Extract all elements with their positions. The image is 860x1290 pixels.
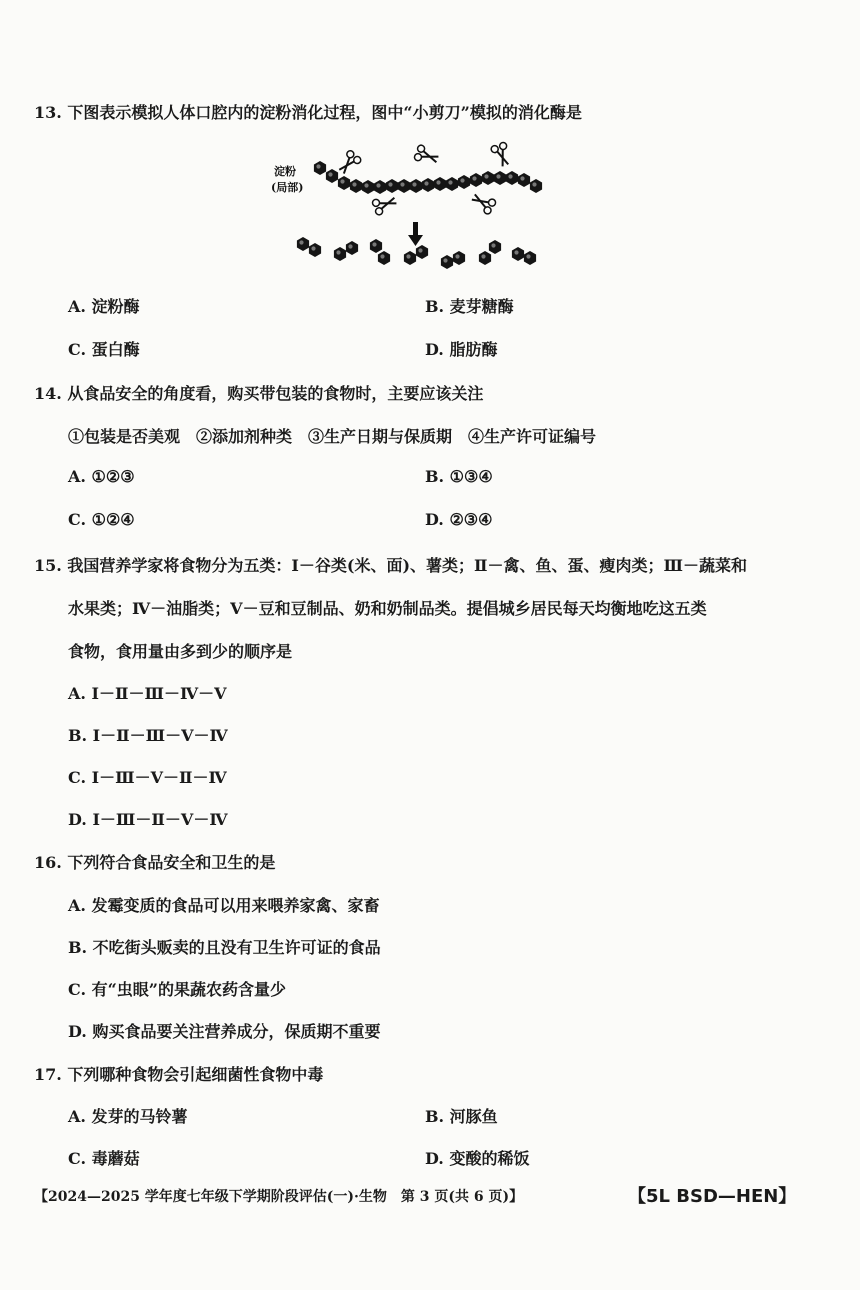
glucose-bead xyxy=(362,180,374,194)
q14-option-c: C. ①②④ xyxy=(68,510,135,529)
glucose-bead xyxy=(326,169,338,183)
figure-label-starch: 淀粉 xyxy=(274,165,296,178)
q15-stem-line3: 食物，食用量由多到少的顺序是 xyxy=(68,642,293,661)
q14-option-a: A. ①②③ xyxy=(68,467,135,486)
q16-stem: 16. 下列符合食品安全和卫生的是 xyxy=(34,853,276,872)
maltose-bead xyxy=(524,251,536,265)
q15-stem-line2: 水果类；Ⅳ－油脂类；Ⅴ－豆和豆制品、奶和奶制品类。提倡城乡居民每天均衡地吃这五类 xyxy=(68,599,707,618)
glucose-bead xyxy=(434,177,446,191)
q15-option-c: C. Ⅰ－Ⅲ－Ⅴ－Ⅱ－Ⅳ xyxy=(68,768,227,787)
glucose-bead xyxy=(506,171,518,185)
q13-option-c: C. 蛋白酶 xyxy=(68,340,140,359)
maltose-bead xyxy=(309,243,321,257)
q15-stem-line1: 15. 我国营养学家将食物分为五类：Ⅰ－谷类(米、面)、薯类；Ⅱ－禽、鱼、蛋、瘦肉类；Ⅲ－蔬菜和 xyxy=(34,556,748,575)
scissors-icon xyxy=(414,144,441,167)
q13-option-d: D. 脂肪酶 xyxy=(425,340,498,359)
figure-label-partial: (局部) xyxy=(271,181,304,194)
glucose-bead xyxy=(410,179,422,193)
page-footer-info: 【2024—2025 学年度七年级下学期阶段评估(一)·生物 第 3 页(共 6 页)】 xyxy=(34,1189,524,1205)
starch-chain xyxy=(314,161,542,194)
q17-stem: 17. 下列哪种食物会引起细菌性食物中毒 xyxy=(34,1065,324,1084)
q16-option-a: A. 发霉变质的食品可以用来喂养家禽、家畜 xyxy=(68,896,380,915)
q16-option-c: C. 有“虫眼”的果蔬农药含量少 xyxy=(68,980,287,999)
scissors-icon xyxy=(469,190,496,215)
q14-items: ①包装是否美观 ②添加剂种类 ③生产日期与保质期 ④生产许可证编号 xyxy=(68,427,597,446)
paper-code: 【5L BSD—HEN】 xyxy=(628,1186,797,1207)
glucose-bead xyxy=(350,179,362,193)
glucose-bead xyxy=(494,171,506,185)
glucose-bead xyxy=(530,179,542,193)
maltose-bead xyxy=(441,255,453,269)
glucose-bead xyxy=(518,173,530,187)
q13-stem: 13. 下图表示模拟人体口腔内的淀粉消化过程，图中“小剪刀”模拟的消化酶是 xyxy=(34,103,582,122)
q16-option-d: D. 购买食品要关注营养成分，保质期不重要 xyxy=(68,1022,381,1041)
q16-option-b: B. 不吃街头贩卖的且没有卫生许可证的食品 xyxy=(68,938,381,957)
q14-stem: 14. 从食品安全的角度看，购买带包装的食物时，主要应该关注 xyxy=(34,384,484,403)
maltose-bead xyxy=(404,251,416,265)
q17-option-d: D. 变酸的稀饭 xyxy=(425,1149,530,1168)
glucose-bead xyxy=(338,176,350,190)
q17-option-a: A. 发芽的马铃薯 xyxy=(68,1107,188,1126)
q17-option-c: C. 毒蘑菇 xyxy=(68,1149,140,1168)
q13-option-a: A. 淀粉酶 xyxy=(68,297,140,316)
glucose-bead xyxy=(422,178,434,192)
down-arrow-icon xyxy=(408,222,423,246)
scissors-icon xyxy=(490,142,513,169)
starch-digestion-figure xyxy=(270,140,560,285)
maltose-bead xyxy=(370,239,382,253)
q15-option-d: D. Ⅰ－Ⅲ－Ⅱ－Ⅴ－Ⅳ xyxy=(68,810,228,829)
glucose-bead xyxy=(470,173,482,187)
maltose-bead xyxy=(346,241,358,255)
maltose-bead xyxy=(512,247,524,261)
q14-option-d: D. ②③④ xyxy=(425,510,493,529)
maltose-bead xyxy=(334,247,346,261)
glucose-bead xyxy=(458,175,470,189)
glucose-bead xyxy=(374,180,386,194)
maltose-bead xyxy=(297,237,309,251)
q13-option-b: B. 麦芽糖酶 xyxy=(425,297,514,316)
maltose-bead xyxy=(378,251,390,265)
glucose-bead xyxy=(398,179,410,193)
maltose-bead xyxy=(489,240,501,254)
glucose-bead xyxy=(482,171,494,185)
glucose-bead xyxy=(386,179,398,193)
q17-option-b: B. 河豚鱼 xyxy=(425,1107,498,1126)
maltose-bead xyxy=(416,245,428,259)
q15-option-a: A. Ⅰ－Ⅱ－Ⅲ－Ⅳ－Ⅴ xyxy=(68,684,227,703)
q14-option-b: B. ①③④ xyxy=(425,467,493,486)
scissors-icon xyxy=(335,149,362,177)
glucose-bead xyxy=(446,177,458,191)
maltose-bead xyxy=(479,251,491,265)
glucose-bead xyxy=(314,161,326,175)
q15-option-b: B. Ⅰ－Ⅱ－Ⅲ－Ⅴ－Ⅳ xyxy=(68,726,228,745)
maltose-bead xyxy=(453,251,465,265)
scissors-icon xyxy=(372,193,399,216)
